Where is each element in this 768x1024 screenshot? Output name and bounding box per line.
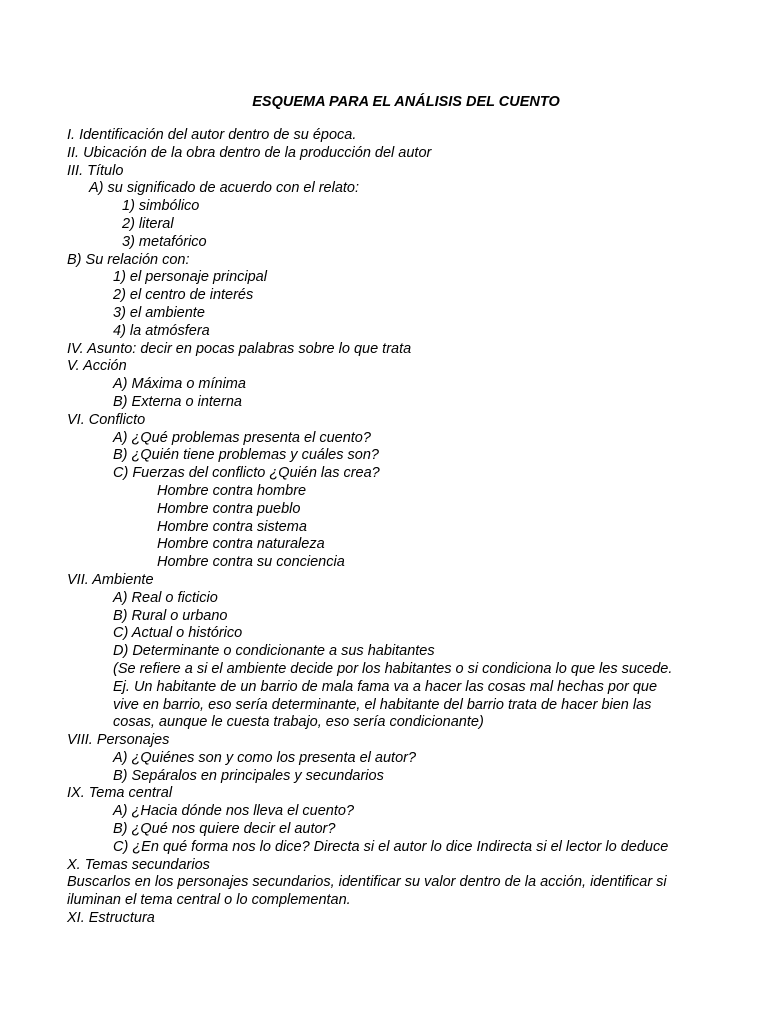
outline-line: V. Acción: [67, 358, 127, 375]
outline-line: C) Actual o histórico: [113, 625, 243, 642]
outline-line: Hombre contra sistema: [157, 518, 307, 535]
outline-line: C) ¿En qué forma nos lo dice? Directa si el autor lo dice Indirecta si el lector lo deduce: [113, 838, 669, 855]
outline-line: II. Ubicación de la obra dentro de la producción del autor: [67, 144, 432, 161]
outline-line: A) ¿Quiénes son y como los presenta el autor?: [113, 749, 417, 766]
outline-line: VI. Conflicto: [67, 411, 146, 428]
outline-line: C) Fuerzas del conflicto ¿Quién las crea?: [113, 465, 380, 482]
outline-line: 2) el centro de interés: [113, 287, 254, 304]
outline-line: 1) simbólico: [122, 198, 200, 215]
outline-line: IX. Tema central: [67, 785, 173, 802]
outline-line: 2) literal: [122, 215, 174, 232]
outline-line: Buscarlos en los personajes secundarios, identificar su valor dentro de la acción, identificar si: [67, 874, 667, 891]
outline-line: B) Rural o urbano: [113, 607, 228, 624]
outline-line: III. Título: [67, 162, 124, 179]
outline-line: Hombre contra pueblo: [157, 500, 301, 517]
outline-line: X. Temas secundarios: [67, 856, 210, 873]
outline-line: Ej. Un habitante de un barrio de mala fama va a hacer las cosas mal hechas por que: [113, 678, 658, 695]
outline-line: A) ¿Qué problemas presenta el cuento?: [113, 429, 371, 446]
outline-line: (Se refiere a si el ambiente decide por los habitantes o si condiciona lo que les sucede.: [113, 660, 673, 677]
outline-line: VIII. Personajes: [67, 732, 170, 749]
outline: [67, 127, 747, 928]
outline-line: A) ¿Hacia dónde nos lleva el cuento?: [113, 803, 355, 820]
outline-line: B) ¿Quién tiene problemas y cuáles son?: [113, 447, 379, 464]
outline-line: A) su significado de acuerdo con el relato:: [89, 180, 360, 197]
outline-line: 4) la atmósfera: [113, 322, 210, 339]
outline-line: VII. Ambiente: [67, 571, 154, 588]
outline-line: Hombre contra su conciencia: [157, 554, 345, 571]
outline-line: B) Su relación con:: [67, 251, 190, 268]
outline-line: Hombre contra hombre: [157, 482, 307, 499]
outline-line: vive en barrio, eso sería determinante, el habitante del barrio trata de hacer bien las: [113, 696, 652, 713]
outline-line: A) Real o ficticio: [113, 589, 218, 606]
document-title: ESQUEMA PARA EL ANÁLISIS DEL CUENTO: [252, 94, 560, 110]
outline-line: I. Identificación del autor dentro de su época.: [67, 127, 357, 143]
outline-line: 1) el personaje principal: [113, 269, 267, 286]
outline-line: iluminan el tema central o lo complementan.: [67, 892, 351, 909]
outline-line: B) Sepáralos en principales y secundarios: [113, 767, 384, 784]
outline-line: IV. Asunto: decir en pocas palabras sobre lo que trata: [67, 340, 412, 357]
outline-line: Hombre contra naturaleza: [157, 536, 325, 553]
outline-line: A) Máxima o mínima: [113, 376, 246, 393]
outline-line: B) Externa o interna: [113, 393, 242, 410]
outline-line: cosas, aunque le cuesta trabajo, eso sería condicionante): [113, 714, 484, 731]
outline-line: D) Determinante o condicionante a sus habitantes: [113, 643, 435, 660]
outline-line: B) ¿Qué nos quiere decir el autor?: [113, 821, 336, 838]
outline-line: 3) el ambiente: [113, 304, 205, 321]
outline-line: 3) metafórico: [122, 233, 207, 250]
outline-line: XI. Estructura: [67, 910, 155, 927]
